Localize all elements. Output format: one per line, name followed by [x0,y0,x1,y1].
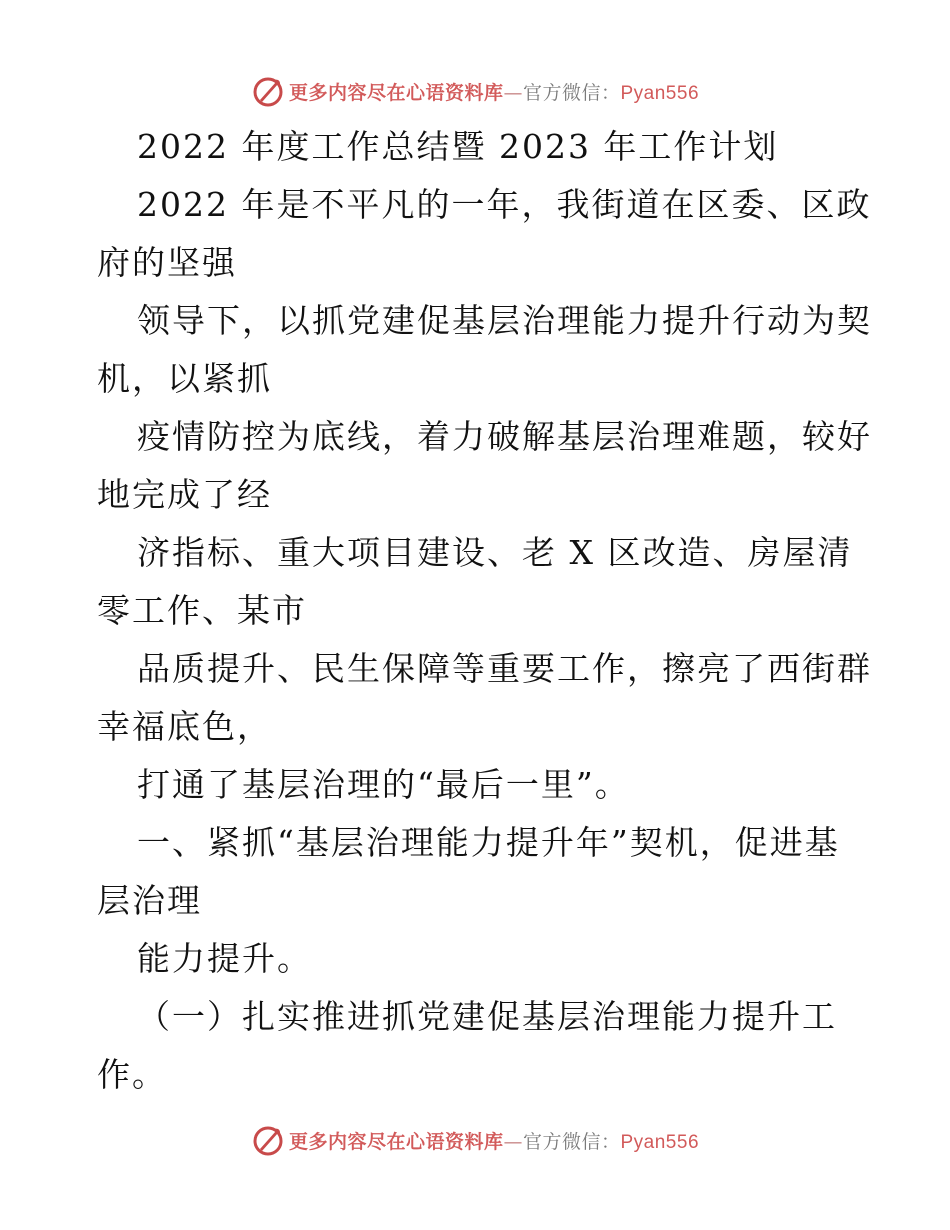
text-line: 济指标、重大项目建设、老 X 区改造、房屋清 [137,533,853,572]
banner-wechat-label: 官方微信： [522,81,621,104]
text-line: 幸福底色， [97,707,272,746]
document-title: 2022 年度工作总结暨 2023 年工作计划 [137,127,779,166]
text-line: 打通了基层治理的“最后一里”。 [137,765,630,804]
banner-wechat-id: Pyan556 [620,1131,700,1153]
text-line: 2022 年是不平凡的一年，我街道在区委、区政 [137,185,872,224]
text-line: 零工作、某市 [97,591,307,630]
section-heading-line: 层治理 [97,881,202,920]
text-line: 府的坚强 [97,243,237,282]
banner-text [289,1127,699,1154]
header-watermark-banner [0,69,950,113]
text-line: 地完成了经 [97,475,272,514]
text-line: 疫情防控为底线，着力破解基层治理难题，较好 [137,417,872,456]
subsection-heading-line: （一）扎实推进抓党建促基层治理能力提升工 [137,997,837,1036]
banner-wechat-label: 官方微信： [522,1130,621,1153]
footer-watermark-banner [0,1118,950,1162]
text-line: 领导下，以抓党建促基层治理能力提升行动为契 [137,301,872,340]
banner-separator: — [503,1130,523,1153]
text-line: 品质提升、民生保障等重要工作，擦亮了西街群 [137,649,872,688]
banner-separator: — [503,81,523,104]
banner-brand-text: 更多内容尽在心语资料库 [288,1130,504,1153]
text-line: 机，以紧抓 [97,359,272,398]
document-body [97,118,872,1104]
banner-brand-text: 更多内容尽在心语资料库 [288,81,504,104]
red-quill-logo-icon [251,74,285,108]
red-quill-logo-icon [251,1123,285,1157]
section-heading-line: 能力提升。 [137,939,312,978]
section-heading-line: 一、紧抓“基层治理能力提升年”契机，促进基 [137,823,840,862]
subsection-heading-line: 作。 [97,1055,167,1094]
banner-text [289,78,699,105]
banner-wechat-id: Pyan556 [620,82,700,104]
